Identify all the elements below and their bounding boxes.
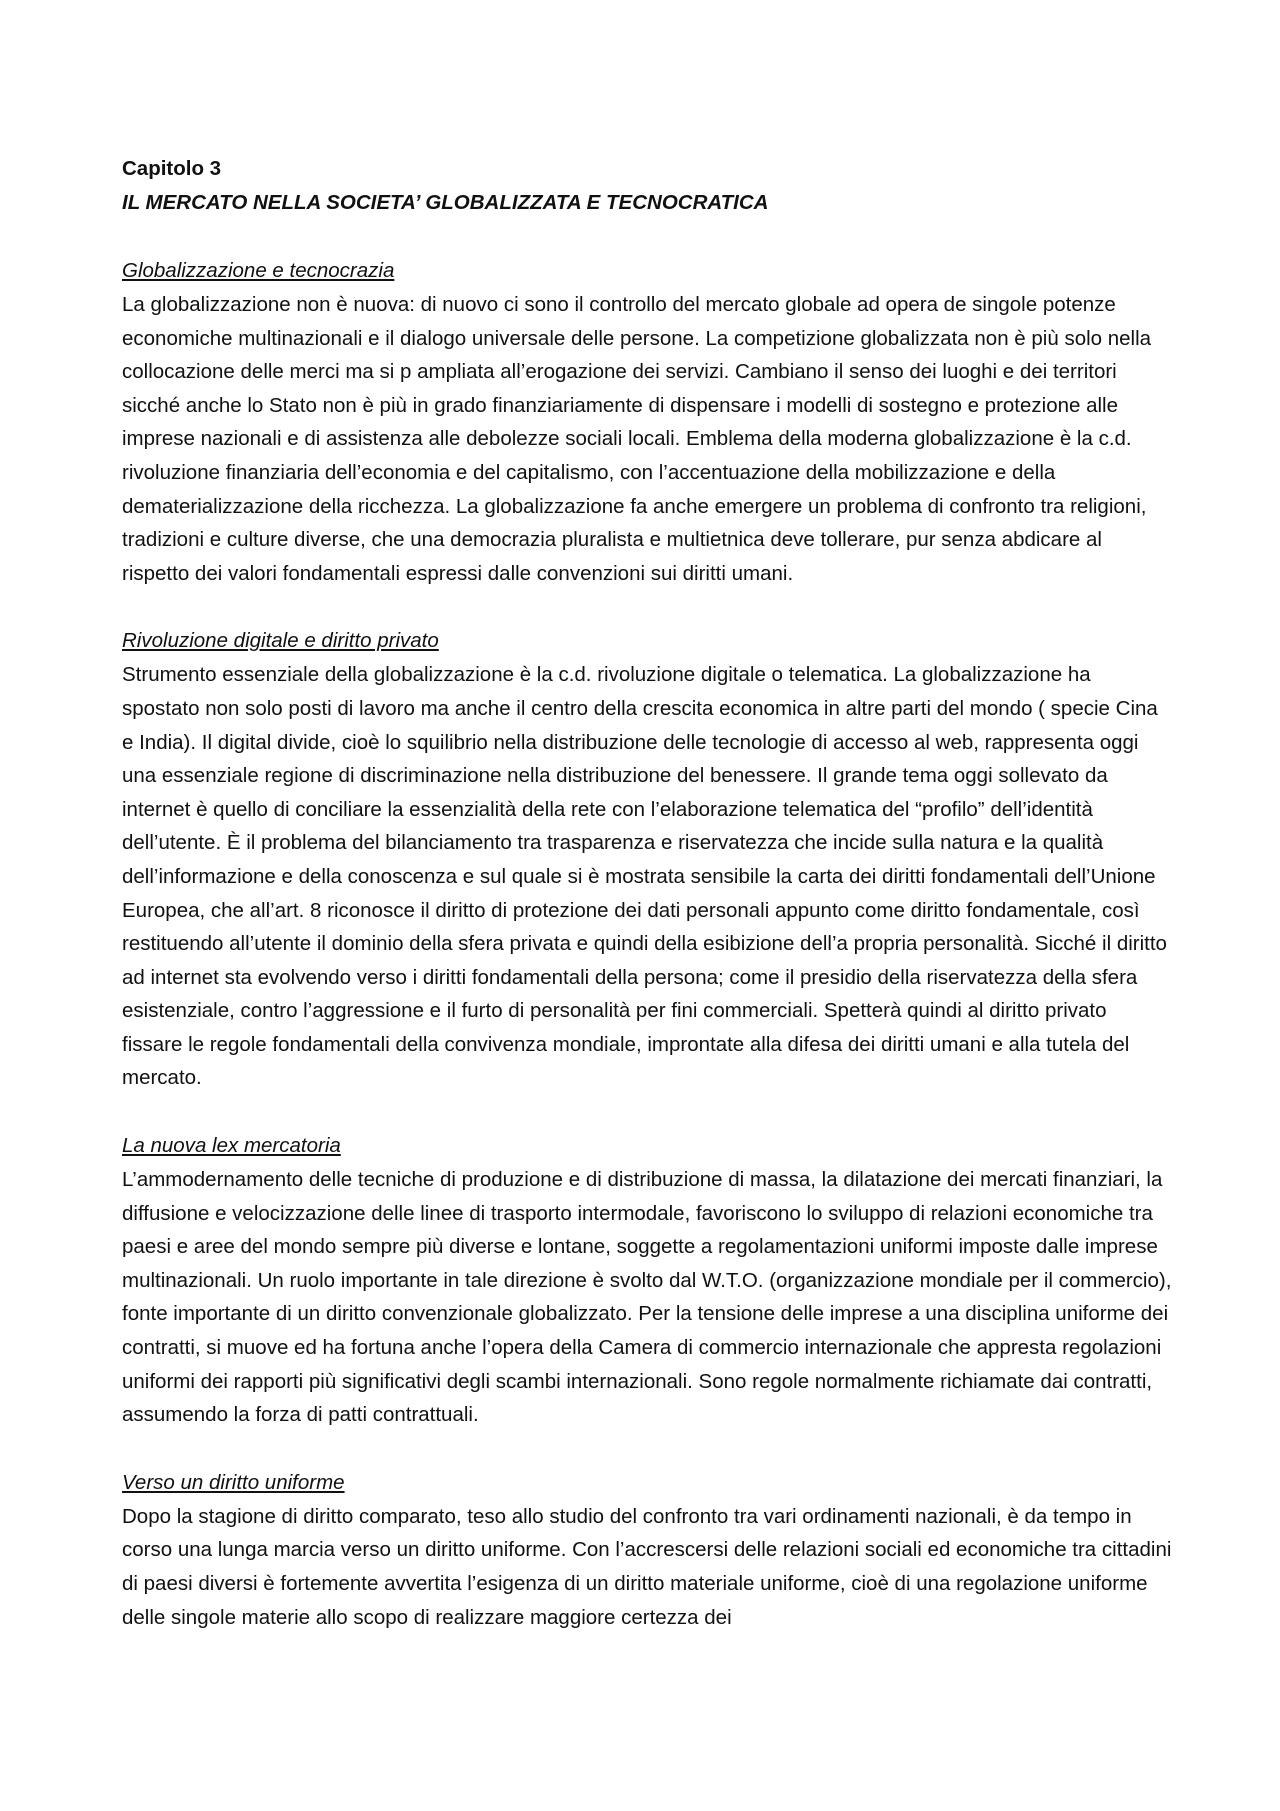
section-heading: Verso un diritto uniforme xyxy=(122,1470,345,1494)
document-page xyxy=(122,152,1172,1668)
chapter-title: IL MERCATO NELLA SOCIETA’ GLOBALIZZATA E TECNOCRATICA xyxy=(122,191,769,214)
section-body: Dopo la stagione di diritto comparato, teso allo studio del confronto tra vari ordinamenti nazionali, è da tempo in corso una lunga marcia verso un diritto uniforme. Con l’accrescersi delle relazioni sociali ed economiche tra cittadini di paesi diversi è fortemente avvertita l’esigenza di un diritto materiale uniforme, cioè di una regolazione uniforme delle singole materie allo scopo di realizzare maggiore certezza dei xyxy=(122,1504,1172,1629)
section-body: L’ammodernamento delle tecniche di produzione e di distribuzione di massa, la dilatazione dei mercati finanziari, la diffusione e velocizzazione delle linee di trasporto intermodale, favoriscono lo sviluppo di relazioni economiche tra paesi e aree del mondo sempre più diverse e lontane, soggette a regolamentazioni uniformi imposte dalle imprese multinazionali. Un ruolo importante in tale direzione è svolto dal W.T.O. (organizzazione mondiale per il commercio), fonte importante di un diritto convenzionale globalizzato. Per la tensione delle imprese a una disciplina uniforme dei contratti, si muove ed ha fortuna anche l’opera della Camera di commercio internazionale che appresta regolazioni uniformi dei rapporti più significativi degli scambi internazionali. Sono regole normalmente richiamate dai contratti, assumendo la forza di patti contrattuali. xyxy=(122,1168,1172,1427)
section-heading: La nuova lex mercatoria xyxy=(122,1134,341,1158)
chapter-label: Capitolo 3 xyxy=(122,157,222,180)
section-heading: Rivoluzione digitale e diritto privato xyxy=(122,629,439,653)
section-body: Strumento essenziale della globalizzazione è la c.d. rivoluzione digitale o telematica. La globalizzazione ha spostato non solo posti di lavoro ma anche il centro della crescita economica in altre parti del mondo ( specie Cina e India). Il digital divide, cioè lo squilibrio nella distribuzione delle tecnologie di accesso al web, rappresenta oggi una essenziale regione di discriminazione nella distribuzione del benessere. Il grande tema oggi sollevato da internet è quello di conciliare la essenzialità della rete con l’elaborazione telematica del “profilo” dell’identità dell’utente. È il problema del bilanciamento tra trasparenza e riservatezza che incide sulla natura e la qualità dell’informazione e della conoscenza e sul quale si è mostrata sensibile la carta dei diritti fondamentali dell’Unione Europea, che all’art. 8 riconosce il diritto di protezione dei dati personali appunto come diritto fondamentale, così restituendo all’utente il dominio della sfera privata e quindi della esibizione dell’a propria personalità. Sicché il diritto ad internet sta evolvendo verso i diritti fondamentali della persona; come il presidio della riservatezza della sfera esistenziale, contro l’aggressione e il furto di personalità per fini commerciali. Spetterà quindi al diritto privato fissare le regole fondamentali della convivenza mondiale, improntate alla difesa dei diritti umani e alla tutela del mercato. xyxy=(122,663,1167,1090)
section-lex-mercatoria xyxy=(122,1129,1172,1432)
section-diritto-uniforme xyxy=(122,1466,1172,1634)
section-body: La globalizzazione non è nuova: di nuovo ci sono il controllo del mercato globale ad opera de singole potenze economiche multinazionali e il dialogo universale delle persone. La competizione globalizzata non è più solo nella collocazione delle merci ma si p ampliata all’erogazione dei servizi. Cambiano il senso dei luoghi e dei territori sicché anche lo Stato non è più in grado finanziariamente di dispensare i modelli di sostegno e protezione alle imprese nazionali e di assistenza alle debolezze sociali locali. Emblema della moderna globalizzazione è la c.d. rivoluzione finanziaria dell’economia e del capitalismo, con l’accentuazione della mobilizzazione e della dematerializzazione della ricchezza. La globalizzazione fa anche emergere un problema di confronto tra religioni, tradizioni e culture diverse, che una democrazia pluralista e multietnica deve tollerare, pur senza abdicare al rispetto dei valori fondamentali espressi dalle convenzioni sui diritti umani. xyxy=(122,293,1152,585)
section-rivoluzione-digitale xyxy=(122,624,1172,1095)
section-heading: Globalizzazione e tecnocrazia xyxy=(122,259,395,282)
section-globalizzazione xyxy=(122,254,1172,590)
